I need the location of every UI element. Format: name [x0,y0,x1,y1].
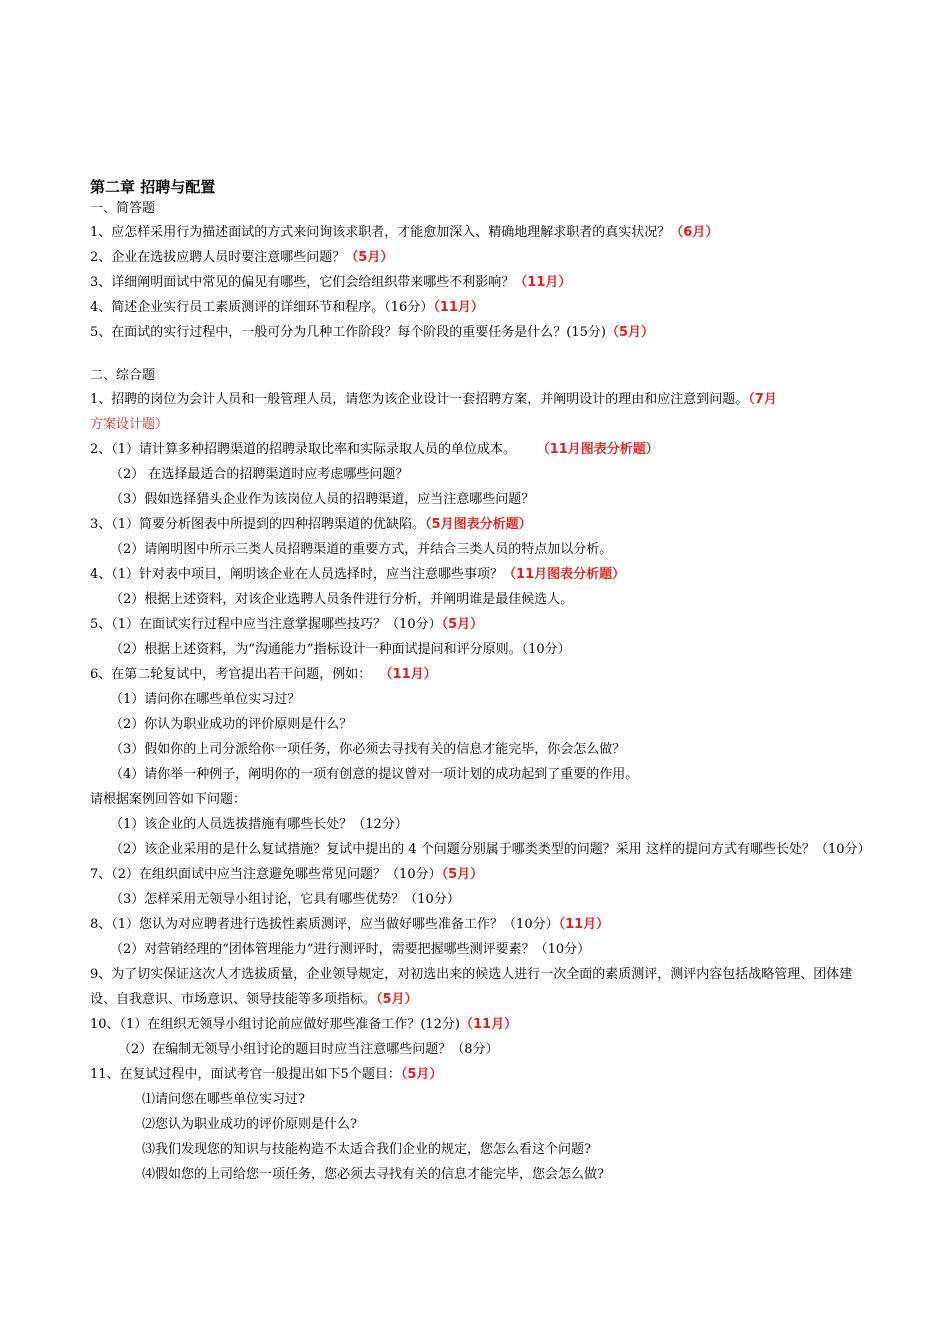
document-content [90,176,871,1187]
section-heading-comprehensive: 二、综合题 [90,368,156,383]
month-tag: （6月） [670,225,719,240]
question-item: 1、招聘的岗位为会计人员和一般管理人员，请您为该企业设计一套招聘方案，并阐明设计的理由和应注意到问题。（7月 [90,392,777,407]
sub-question: （1）该企业的人员选拔措施有哪些长处？（12分） [110,817,408,832]
month-tag: （5月图表分析题） [425,517,532,532]
month-tag: （11月图表分析题） [536,442,659,457]
question-item: 8、（1）您认为对应聘者进行选拔性素质测评，应当做好哪些准备工作？（10分）（11月） [90,917,610,932]
sub-question: （3）假如选择猎头企业作为该岗位人员的招聘渠道，应当注意哪些问题？ [110,492,535,507]
month-tag: （5月） [400,1067,443,1082]
question-item: 6、在第二轮复试中，考官提出若干问题，例如： （11月） [90,667,437,682]
month-tag: （5月） [376,992,418,1007]
question-type-tag: 方案设计题） [90,417,169,432]
question-item: 10、（1）在组织无领导小组讨论前应做好那些准备工作？(12分)（11月） [90,1017,518,1032]
question-item: 2、（1）请计算多种招聘渠道的招聘录取比率和实际录取人员的单位成本。 （11月图表分析题） [90,442,659,457]
question-item: 1、应怎样采用行为描述面试的方式来问询该求职者，才能愈加深入、精确地理解求职者的真实状况？（6月） [90,225,719,240]
sub-question: （2）你认为职业成功的评价原则是什么？ [110,717,353,732]
question-item-continued [90,412,865,437]
sub-question: ⑵您认为职业成功的评价原则是什么? [142,1117,357,1132]
month-tag: （11月） [558,917,610,932]
question-item-wrapped: 9、为了切实保证这次人才选拔质量，企业领导规定，对初选出来的候选人进行一次全面的素质测评，测评内容包括战略管理、团体建设、自我意识、市场意识、领导技能等多项指标。（5月） [90,967,853,1007]
question-item: 11、在复试过程中，面试考官一般提出如下5个题目：（5月） [90,1067,443,1082]
month-tag: （11月） [379,667,437,682]
question-item: 5、（1）在面试实行过程中应当注意掌握哪些技巧？（10分）（5月） [90,617,484,632]
question-item: 3、详细阐明面试中常见的偏见有哪些，它们会给组织带来哪些不利影响？（11月） [90,275,572,290]
month-tag: （11月） [460,1017,518,1032]
sub-question: （1）请问你在哪些单位实习过？ [110,692,301,707]
question-item: 4、（1）针对表中项目，阐明该企业在人员选择时，应当注意哪些事项？（11月图表分析题） [90,567,626,582]
month-tag: （11月） [514,275,572,290]
question-item: 5、在面试的实行过程中，一般可分为几种工作阶段？每个阶段的重要任务是什么？(15分)（5月） [90,325,655,340]
sub-question: （2）请阐明图中所示三类人员招聘渠道的重要方式，并结合三类人员的特点加以分析。 [110,542,613,557]
sub-question: ⑷假如您的上司给您一项任务，您必须去寻找有关的信息才能完毕，您会怎么做? [142,1167,604,1182]
sub-question: ⑴请问您在哪些单位实习过? [142,1092,305,1107]
chapter-title: 第二章 招聘与配置 [90,178,216,196]
sub-question: （2）在编制无领导小组讨论的题目时应当注意哪些问题？（8分） [118,1042,499,1057]
case-intro: 请根据案例回答如下问题： [90,792,247,807]
question-item: 7、（2）在组织面试中应当注意避免哪些常见问题？（10分）（5月） [90,867,484,882]
section-spacer [90,345,865,365]
sub-question: （2）对营销经理的“团体管理能力”进行测评时，需要把握哪些测评要素？（10分） [110,942,591,957]
month-tag: （5月） [605,325,655,340]
sub-question: （2） 在选择最适合的招聘渠道时应考虑哪些问题？ [110,467,409,482]
question-item: 3、（1）简要分析图表中所提到的四种招聘渠道的优缺陷。（5月图表分析题） [90,517,532,532]
month-tag: （7月 [748,392,777,407]
sub-question: （2）根据上述资料，对该企业选聘人员条件进行分析，并阐明谁是最佳候选人。 [110,592,574,607]
month-tag: （5月） [441,617,484,632]
month-tag: （5月） [345,250,394,265]
sub-question: （3）怎样采用无领导小组讨论，它具有哪些优势？（10分） [110,892,460,907]
sub-question: （4）请你举一种例子，阐明你的一项有创意的提议曾对一项计划的成功起到了重要的作用。 [110,767,639,782]
month-tag: （11月） [433,300,484,315]
sub-question-wrapped: （2）该企业采用的是什么复试措施？复试中提出的 4 个问题分别属于哪类类型的问题？采用 这样的提问方式有哪些长处？（10分） [110,842,871,857]
question-item: 2、企业在选拔应聘人员时要注意哪些问题？（5月） [90,250,394,265]
sub-question: ⑶我们发现您的知识与技能构造不太适合我们企业的规定，您怎么看这个问题? [142,1142,591,1157]
question-item: 4、简述企业实行员工素质测评的详细环节和程序。（16分）（11月） [90,300,484,315]
section-heading-short-answer: 一、简答题 [90,201,156,216]
month-tag: （5月） [441,867,484,882]
sub-question: （3）假如你的上司分派给你一项任务，你必须去寻找有关的信息才能完毕，你会怎么做？ [110,742,626,757]
month-tag: （11月图表分析题） [503,567,626,582]
sub-question: （2）根据上述资料，为“沟通能力”指标设计一种面试提问和评分原则。（10分） [110,642,571,657]
